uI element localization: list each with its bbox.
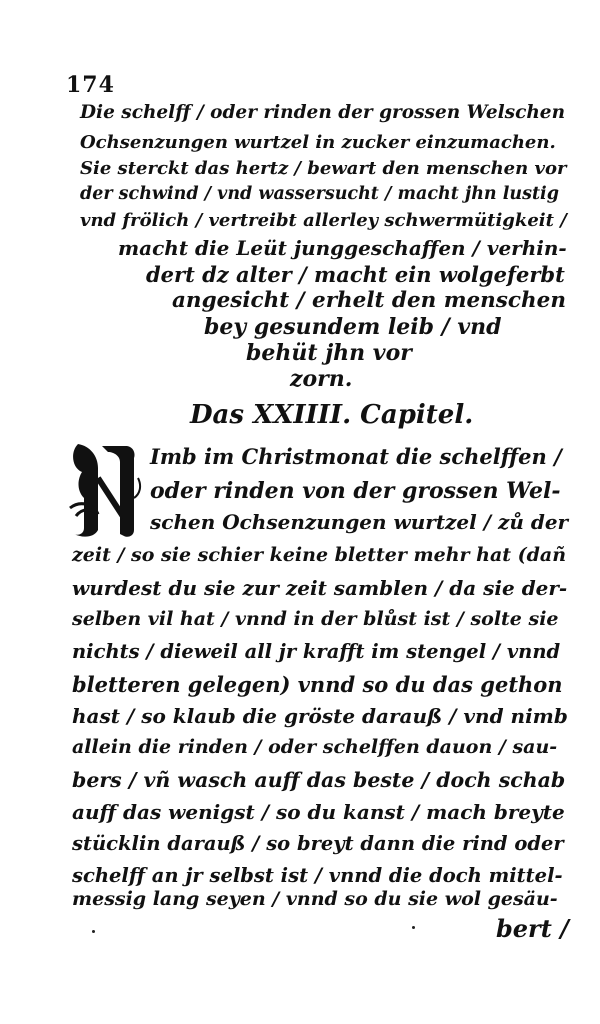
body-line: auff das wenigst / so du kanst / mach breyte (72, 800, 565, 824)
body-line: allein die rinden / oder schelffen dauon / sau- (72, 736, 558, 758)
intro-line: vnd frölich / vertreibt allerley schwermütigkeit / (80, 210, 567, 231)
body-line: schen Ochsenzungen wurtzel / zů der (150, 510, 569, 534)
body-line: bletteren gelegen) vnnd so du das gethon (72, 672, 563, 697)
intro-line: dert dz alter / macht ein wolgeferbt (146, 262, 565, 287)
intro-line: Die schelff / oder rinden der grossen Welschen (80, 102, 566, 123)
body-line: zeit / so sie schier keine bletter mehr hat (dañ (72, 544, 567, 566)
intro-line: behüt jhn vor (246, 340, 412, 366)
body-line: stücklin darauß / so breyt dann die rind oder (72, 832, 564, 855)
body-line: hast / so klaub die gröste darauß / vnd nimb (72, 704, 568, 728)
body-line: nichts / dieweil all jr krafft im stengel / vnnd (72, 640, 561, 663)
chapter-heading: Das XXIIII. Capitel. (190, 400, 474, 430)
ink-speck (412, 926, 415, 929)
intro-line: angesicht / erhelt den menschen (172, 288, 566, 313)
body-line: oder rinden von der grossen Wel- (150, 478, 561, 504)
page-number: 174 (66, 72, 115, 98)
catchword: bert / (496, 914, 569, 943)
body-line: messig lang seyen / vnnd so du sie wol gesäu- (72, 888, 558, 910)
intro-line: bey gesundem leib / vnd (204, 314, 502, 340)
body-line: schelff an jr selbst ist / vnnd die doch mittel- (72, 864, 563, 887)
drop-cap-ornament (68, 438, 142, 542)
intro-line: Ochsenzungen wurtzel in zucker einzumachen. (80, 132, 556, 153)
intro-line: der schwind / vnd wassersucht / macht jhn lustig (80, 184, 559, 204)
body-line: Imb im Christmonat die schelffen / (150, 444, 562, 469)
body-line: selben vil hat / vnnd in der blůst ist / solte sie (72, 608, 559, 630)
body-line: wurdest du sie zur zeit samblen / da sie der- (72, 576, 568, 600)
intro-line: Sie sterckt das hertz / bewart den menschen vor (80, 158, 567, 179)
body-line: bers / vñ wasch auff das beste / doch schab (72, 768, 566, 792)
intro-line: zorn. (290, 366, 353, 392)
ink-speck (92, 930, 95, 933)
intro-line: macht die Leüt junggeschaffen / verhin- (118, 236, 567, 260)
